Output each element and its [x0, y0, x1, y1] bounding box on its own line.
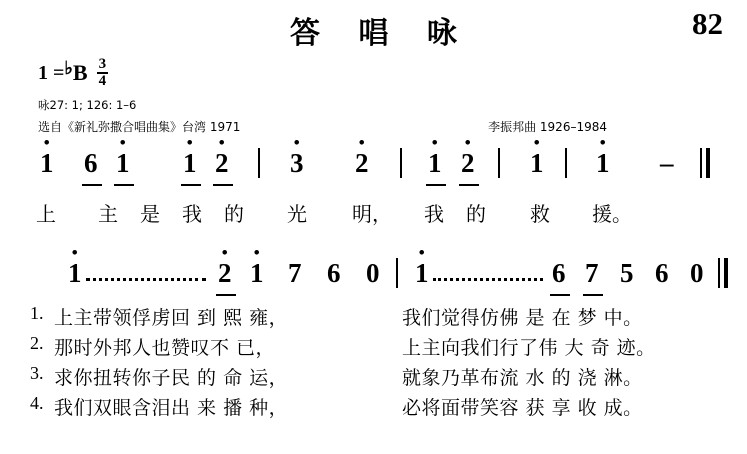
note-number-high-octave: • 2 [218, 260, 232, 287]
final-barline [700, 148, 712, 178]
note-number-high-octave: • 1 [428, 150, 442, 177]
verse-list [30, 303, 730, 423]
note-number-high-octave: • 1 [596, 150, 610, 177]
lyric-syllable: 的 [466, 202, 486, 226]
lyric-syllable: 明， [352, 202, 392, 226]
note [690, 260, 704, 287]
note [461, 150, 475, 177]
note [366, 260, 380, 287]
note [620, 260, 634, 287]
note [585, 260, 599, 287]
key-label: 1 = [38, 61, 65, 84]
note [290, 150, 304, 177]
time-signature-denominator: 4 [98, 73, 107, 89]
note-number: 6 [327, 258, 341, 288]
verse-text-second-half: 必将面带笑容 获 享 收 成。 [402, 397, 643, 419]
note [116, 150, 130, 177]
verse-number: 2. [30, 333, 44, 353]
barline [258, 148, 260, 178]
note [552, 260, 566, 287]
note [428, 150, 442, 177]
note-number-high-octave: • 2 [355, 150, 369, 177]
note [530, 150, 544, 177]
barline-thick [724, 258, 728, 288]
time-signature-numerator: 3 [98, 56, 107, 72]
music-staff-row-1 [0, 146, 747, 192]
verse-number: 3. [30, 363, 44, 383]
key-note: B [72, 60, 88, 85]
note-number-high-octave: • 2 [461, 150, 475, 177]
note [183, 150, 197, 177]
verse-line [30, 363, 730, 393]
note [660, 150, 674, 177]
eighth-note-beam [213, 184, 233, 186]
lyric-syllable: 我 [424, 202, 444, 226]
note [40, 150, 54, 177]
note-number-high-octave: • 1 [40, 150, 54, 177]
note-number-high-octave: • 1 [250, 260, 264, 287]
note [415, 260, 429, 287]
note-number: 0 [366, 258, 380, 288]
lyric-syllable: 光 [287, 202, 307, 226]
verse-line [30, 393, 730, 423]
note-number: 6 [655, 258, 669, 288]
barline [565, 148, 567, 178]
music-staff-row-2 [0, 256, 747, 302]
eighth-note-beam [114, 184, 134, 186]
note [288, 260, 302, 287]
note-number: – [660, 148, 674, 178]
barline [396, 258, 398, 288]
page-title: 答 唱 咏 [290, 16, 471, 51]
verse-number: 1. [30, 303, 44, 323]
note-number: 6 [84, 148, 98, 178]
lyric-syllable: 援。 [592, 202, 632, 226]
eighth-note-beam [216, 294, 236, 296]
verse-text-first-half: 我们双眼含泪出 来 播 种， [54, 397, 289, 419]
barline-thin [718, 258, 720, 288]
key-signature-line [38, 57, 108, 89]
eighth-note-beam [583, 294, 603, 296]
barline-thick [706, 148, 710, 178]
final-barline [718, 258, 730, 288]
note-number-high-octave: • 2 [215, 150, 229, 177]
note-number: 5 [620, 258, 634, 288]
lyric-syllable: 我 [182, 202, 202, 226]
note-number-high-octave: • 1 [116, 150, 130, 177]
eighth-note-beam [181, 184, 201, 186]
time-signature [97, 57, 109, 89]
eighth-note-beam [459, 184, 479, 186]
note [68, 260, 82, 287]
lyric-syllable: 主 [98, 202, 118, 226]
note-number: 7 [288, 258, 302, 288]
note-number-high-octave: • 1 [68, 260, 82, 287]
verse-text-first-half: 那时外邦人也赞叹不 已， [54, 337, 276, 359]
composer-credit: 李振邦曲 1926–1984 [488, 120, 607, 134]
note [218, 260, 232, 287]
note-prolongation-dashes [86, 278, 206, 281]
lyric-syllable: 救 [530, 202, 550, 226]
note-number-high-octave: • 3 [290, 150, 304, 177]
flat-icon: ♭ [64, 57, 73, 78]
barline-thin [700, 148, 702, 178]
note-number: 6 [552, 258, 566, 288]
lyric-syllable: 的 [224, 202, 244, 226]
lyric-syllable: 是 [140, 202, 160, 226]
note-number: 7 [585, 258, 599, 288]
note [327, 260, 341, 287]
verse-text-second-half: 就象乃革布流 水 的 浇 淋。 [402, 367, 643, 389]
lyric-syllable: 上 [36, 202, 56, 226]
note [355, 150, 369, 177]
verse-line [30, 303, 730, 333]
verse-text-second-half: 上主向我们行了伟 大 奇 迹。 [402, 337, 656, 359]
page-number: 82 [692, 6, 723, 41]
note-number-high-octave: • 1 [183, 150, 197, 177]
note [655, 260, 669, 287]
note [84, 150, 98, 177]
source-credit: 选自《新礼弥撒合唱曲集》台湾 1971 [38, 120, 241, 134]
barline [400, 148, 402, 178]
note-number-high-octave: • 1 [530, 150, 544, 177]
verse-text-second-half: 我们觉得仿佛 是 在 梦 中。 [402, 307, 643, 329]
note [596, 150, 610, 177]
note [215, 150, 229, 177]
eighth-note-beam [426, 184, 446, 186]
verse-line [30, 333, 730, 363]
eighth-note-beam [82, 184, 102, 186]
note-number-high-octave: • 1 [415, 260, 429, 287]
verse-number: 4. [30, 393, 44, 413]
eighth-note-beam [550, 294, 570, 296]
note-number: 0 [690, 258, 704, 288]
verse-text-first-half: 求你扭转你子民 的 命 运， [54, 367, 289, 389]
barline [498, 148, 500, 178]
verse-text-first-half: 上主带领俘虏回 到 熙 雍， [54, 307, 289, 329]
scripture-reference: 咏27: 1; 126: 1–6 [38, 98, 137, 112]
note-prolongation-dashes [433, 278, 543, 281]
note [250, 260, 264, 287]
